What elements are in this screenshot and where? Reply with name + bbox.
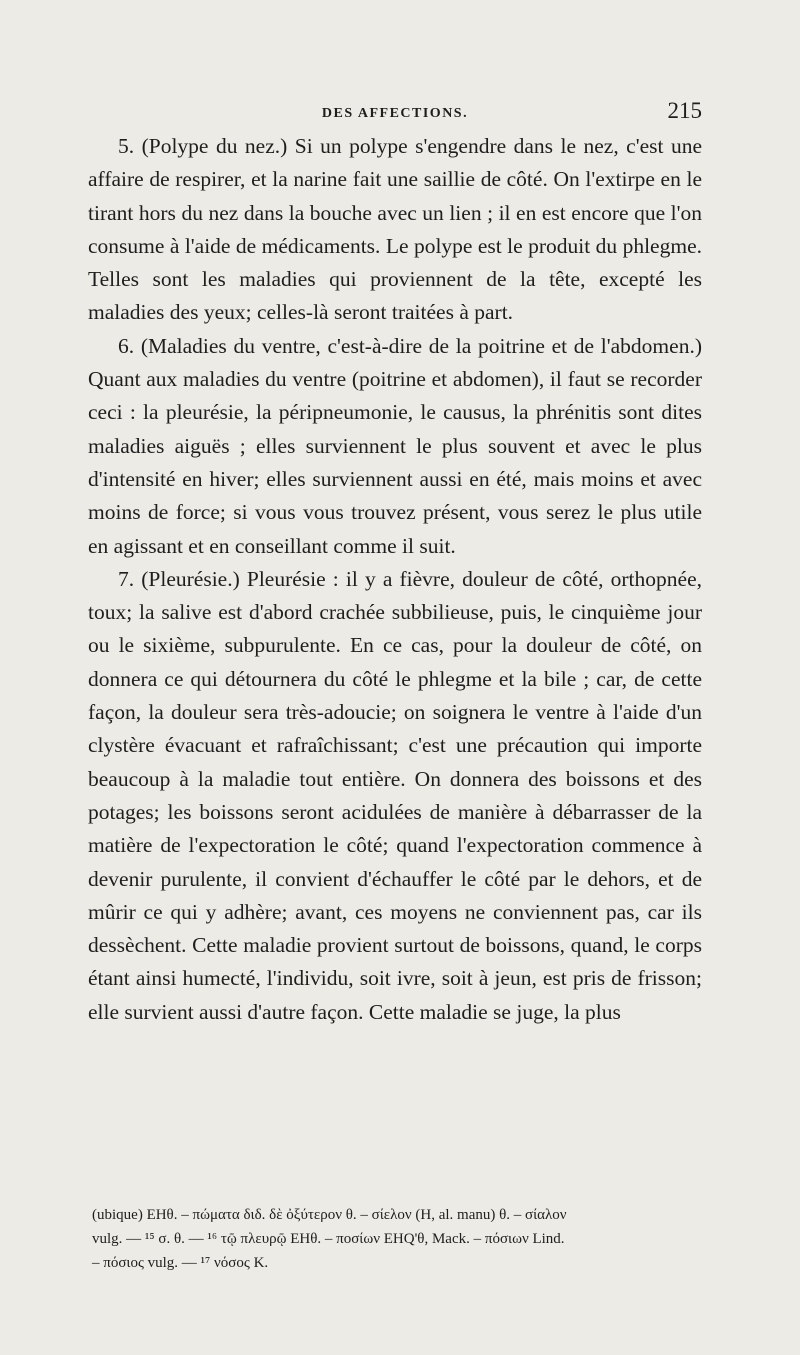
- paragraph-5-text: Si un polype s'engendre dans le nez, c'est une affaire de respirer, et la narine fait une saillie de côté. On l'extirpe en le tirant hors du nez dans la bouche avec un lien ; il en est encore que l'on consume à l'aide de médicaments. Le polype est le produit du phlegme. Telles sont les maladies qui proviennent de la tête, excepté les maladies des yeux; celles-là seront traitées à part.: [88, 134, 702, 325]
- body-text: [88, 130, 702, 1029]
- paragraph-6-text: Quant aux maladies du ventre (poitrine et abdomen), il faut se recorder ceci : la pleurésie, la péripneumonie, le causus, la phrénitis sont dites maladies aiguës ; elles surviennent le plus souvent et avec le plus d'intensité en hiver; elles surviennent aussi en été, mais moins et avec moins de force; si vous vous trouvez présent, vous serez le plus utile en agissant et en conseillant comme il suit.: [88, 367, 702, 558]
- footnote-line: (ubique) EHθ. – πώματα διδ. δὲ ὀξύτερον θ. – σίελον (H, al. manu) θ. – σίαλον: [92, 1207, 567, 1223]
- footnotes: [92, 1203, 704, 1275]
- paragraph-7: [88, 563, 702, 1029]
- paragraph-7-text: Pleurésie : il y a fièvre, douleur de côté, orthopnée, toux; la salive est d'abord crachée subbilieuse, puis, le cinquième jour ou le sixième, subpurulente. En ce cas, pour la douleur de côté, on donnera ce qui détournera du côté le phlegme et la bile ; car, de cette façon, la douleur sera très-adoucie; on soignera le ventre à l'aide d'un clystère évacuant et rafraîchissant; c'est une précaution qui importe beaucoup à la maladie tout entière. On donnera des boissons et des potages; les boissons seront acidulées de manière à débarrasser de la matière de l'expectoration le côté; quand l'expectoration commence à devenir purulente, il convient d'échauffer le côté par le dehors, et de mûrir ce qui y adhère; avant, ces moyens ne conviennent pas, car ils dessèchent. Cette maladie provient surtout de boissons, quand, le corps étant ainsi humecté, l'individu, soit ivre, soit à jeun, est pris de frisson; elle survient aussi d'autre façon. Cette maladie se juge, la plus: [88, 566, 702, 1024]
- paragraph-5-label: 5. (Polype du nez.): [118, 134, 288, 158]
- paragraph-6-label: 6. (Maladies du ventre, c'est-à-dire de la poitrine et de l'abdomen.): [118, 333, 702, 358]
- page-header: [88, 98, 702, 132]
- paragraph-7-label: 7. (Pleurésie.): [118, 566, 240, 591]
- paragraph-5: [88, 130, 702, 330]
- running-head: DES AFFECTIONS.: [321, 106, 469, 121]
- footnote-line: vulg. — ¹⁵ σ. θ. — ¹⁶ τῷ πλευρῷ EHθ. – ποσίων EHQ'θ, Mack. – πόσιων Lind.: [92, 1231, 565, 1247]
- page-number: 215: [667, 98, 702, 123]
- paragraph-6: [88, 330, 702, 563]
- footnote-line: – πόσιος vulg. — ¹⁷ νόσος K.: [92, 1255, 269, 1271]
